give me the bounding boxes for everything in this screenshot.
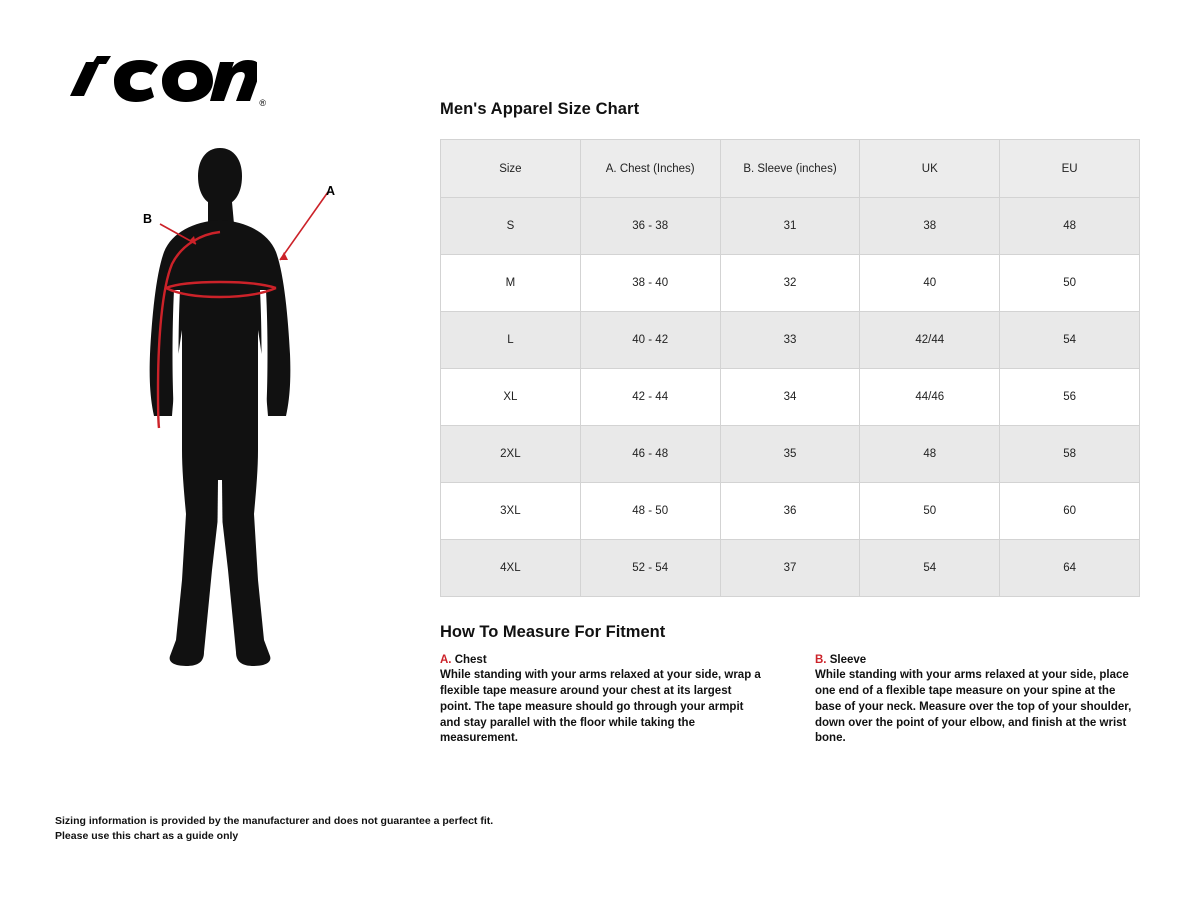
- how-to-measure-sleeve: [815, 654, 1140, 747]
- table-row: [441, 198, 1140, 255]
- cell-eu: 56: [1000, 369, 1140, 426]
- cell-eu: 60: [1000, 483, 1140, 540]
- marker-label-a: A: [326, 184, 336, 198]
- column-header-uk: UK: [860, 140, 1000, 198]
- cell-size: 4XL: [441, 540, 581, 597]
- cell-eu: 64: [1000, 540, 1140, 597]
- disclaimer-line-2: Please use this chart as a guide only: [55, 830, 239, 843]
- column-header-size: Size: [441, 140, 581, 198]
- how-to-name-chest: Chest: [454, 654, 487, 666]
- cell-size: S: [441, 198, 581, 255]
- cell-chest: 36 - 38: [580, 198, 720, 255]
- cell-eu: 48: [1000, 198, 1140, 255]
- table-header-row: [441, 140, 1140, 198]
- table-row: [441, 369, 1140, 426]
- how-to-heading-chest: [440, 654, 765, 666]
- table-body: [441, 198, 1140, 597]
- cell-chest: 52 - 54: [580, 540, 720, 597]
- cell-size: M: [441, 255, 581, 312]
- cell-uk: 38: [860, 198, 1000, 255]
- how-to-body-chest: While standing with your arms relaxed at your side, wrap a flexible tape measure around your chest at its largest point. The tape measure should go through your armpit and stay parallel with the floor while taking the measurement.: [440, 669, 761, 745]
- body-silhouette-icon: [120, 140, 400, 680]
- cell-chest: 42 - 44: [580, 369, 720, 426]
- cell-uk: 42/44: [860, 312, 1000, 369]
- table-row: [441, 312, 1140, 369]
- disclaimer: [55, 814, 575, 846]
- size-chart-table: [440, 139, 1140, 597]
- disclaimer-line-1: Sizing information is provided by the manufacturer and does not guarantee a perfect fit.: [55, 814, 494, 827]
- cell-chest: 48 - 50: [580, 483, 720, 540]
- cell-size: XL: [441, 369, 581, 426]
- cell-eu: 54: [1000, 312, 1140, 369]
- cell-chest: 46 - 48: [580, 426, 720, 483]
- marker-label-b: B: [143, 212, 153, 226]
- table-row: [441, 255, 1140, 312]
- how-to-measure-section: [440, 623, 1140, 747]
- table-row: [441, 483, 1140, 540]
- cell-size: L: [441, 312, 581, 369]
- cell-uk: 40: [860, 255, 1000, 312]
- cell-uk: 54: [860, 540, 1000, 597]
- cell-chest: 38 - 40: [580, 255, 720, 312]
- cell-eu: 58: [1000, 426, 1140, 483]
- chart-column: [440, 100, 1140, 747]
- how-to-measure-title: How To Measure For Fitment: [440, 623, 666, 641]
- cell-size: 3XL: [441, 483, 581, 540]
- cell-uk: 48: [860, 426, 1000, 483]
- brand-logo: [62, 52, 266, 110]
- how-to-measure-columns: [440, 654, 1140, 747]
- how-to-measure-chest: [440, 654, 765, 747]
- cell-sleeve: 34: [720, 369, 860, 426]
- how-to-body-sleeve: While standing with your arms relaxed at your side, place one end of a flexible tape measure on your spine at the base of your neck. Measure over the top of your shoulder, down over the point of your elbow, and finish at the wrist bone.: [815, 669, 1132, 745]
- how-to-heading-sleeve: [815, 654, 1140, 666]
- column-header-sleeve: B. Sleeve (inches): [720, 140, 860, 198]
- measurement-figure: [120, 140, 400, 680]
- registered-trademark: ®: [259, 98, 266, 108]
- page-title: Men's Apparel Size Chart: [440, 100, 640, 118]
- column-header-eu: EU: [1000, 140, 1140, 198]
- icon-wordmark-icon: [62, 52, 257, 110]
- cell-chest: 40 - 42: [580, 312, 720, 369]
- cell-eu: 50: [1000, 255, 1140, 312]
- table-header: [441, 140, 1140, 198]
- cell-sleeve: 31: [720, 198, 860, 255]
- cell-uk: 44/46: [860, 369, 1000, 426]
- cell-sleeve: 33: [720, 312, 860, 369]
- cell-sleeve: 35: [720, 426, 860, 483]
- cell-size: 2XL: [441, 426, 581, 483]
- how-to-letter-b: B.: [815, 654, 827, 666]
- cell-sleeve: 32: [720, 255, 860, 312]
- column-header-chest: A. Chest (Inches): [580, 140, 720, 198]
- cell-uk: 50: [860, 483, 1000, 540]
- how-to-letter-a: A.: [440, 654, 452, 666]
- how-to-name-sleeve: Sleeve: [829, 654, 867, 666]
- table-row: [441, 540, 1140, 597]
- cell-sleeve: 37: [720, 540, 860, 597]
- cell-sleeve: 36: [720, 483, 860, 540]
- table-row: [441, 426, 1140, 483]
